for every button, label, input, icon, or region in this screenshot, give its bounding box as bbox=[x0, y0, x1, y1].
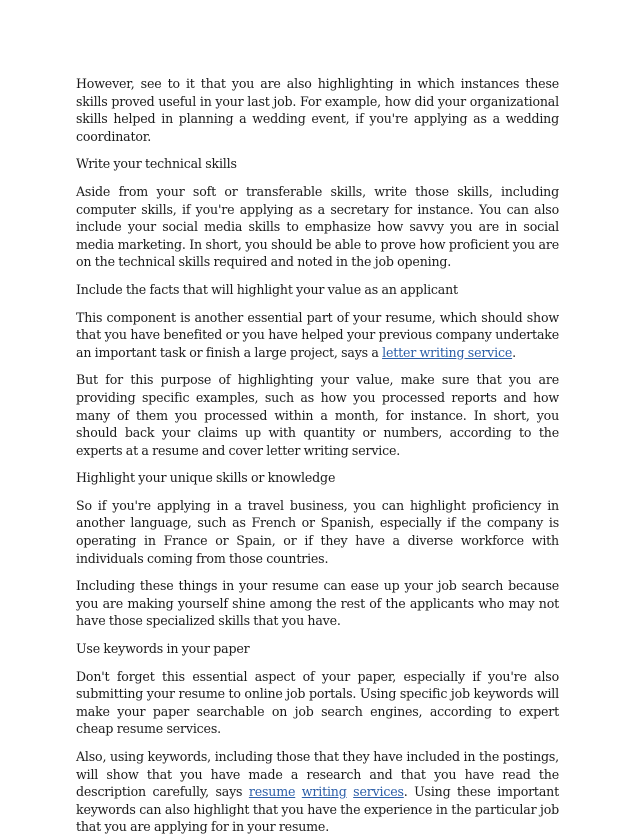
heading-highlight-value: Include the facts that will highlight your value as an applicant bbox=[76, 281, 458, 297]
paragraph-keywords-postings bbox=[76, 748, 559, 836]
paragraph-text: . Using these important keywords can also highlight that you have the experience in the particular job that you are applying for in your resume. bbox=[76, 784, 559, 835]
heading-use-keywords: Use keywords in your paper bbox=[76, 641, 250, 657]
writing-link[interactable]: writing bbox=[301, 784, 347, 800]
paragraph-text: . bbox=[512, 344, 516, 360]
paragraph-specific-examples: But for this purpose of highlighting your value, make sure that you are providing specific examples, such as how you processed reports and how many of them you processed within a month, for instance. In short, you should back your claims up with quantity or numbers, according to the experts at a resume and cover letter writing service. bbox=[76, 372, 559, 458]
services-link[interactable]: services bbox=[353, 784, 404, 800]
paragraph-travel-business: So if you're applying in a travel business, you can highlight proficiency in another language, such as French or Spanish, especially if the company is operating in France or Spain, or if they have a diverse workforce with individuals coming from those countries. bbox=[76, 497, 559, 566]
paragraph-text: Also, using keywords, including those that they have included in the postings, will show that you have made a research and that you have read the description carefully, says bbox=[76, 749, 559, 800]
paragraph-organizational-skills: However, see to it that you are also highlighting in which instances these skills proved useful in your last job. For example, how did your organizational skills helped in planning a wedding event, if you're applying as a wedding coordinator. bbox=[76, 76, 559, 144]
paragraph-text: This component is another essential part of your resume, which should show that you have benefited or you have helped your previous company undertake an important task or finish a large project, says a bbox=[76, 309, 559, 360]
paragraph-job-keywords: Don't forget this essential aspect of your paper, especially if you're also submitting your resume to online job portals. Using specific job keywords will make your paper searchable on job search engines, according to expert cheap resume services. bbox=[76, 668, 559, 737]
resume-link[interactable]: resume bbox=[248, 784, 296, 800]
heading-technical-skills: Write your technical skills bbox=[76, 156, 237, 172]
paragraph-ease-job-search: Including these things in your resume can ease up your job search because you are making yourself shine among the rest of the applicants who may not have those specialized skills that you have. bbox=[76, 578, 559, 629]
paragraph-essential-component bbox=[76, 309, 559, 362]
paragraph-technical-skills: Aside from your soft or transferable skills, write those skills, including computer skills, if you're applying as a secretary for instance. You can also include your social media skills to emphasize how savvy you are in social media marketing. In short, you should be able to prove how proficient you are on the technical skills required and noted in the job opening. bbox=[76, 183, 559, 270]
heading-unique-skills: Highlight your unique skills or knowledge bbox=[76, 470, 336, 486]
letter-writing-service-link[interactable]: letter writing service bbox=[382, 344, 513, 360]
